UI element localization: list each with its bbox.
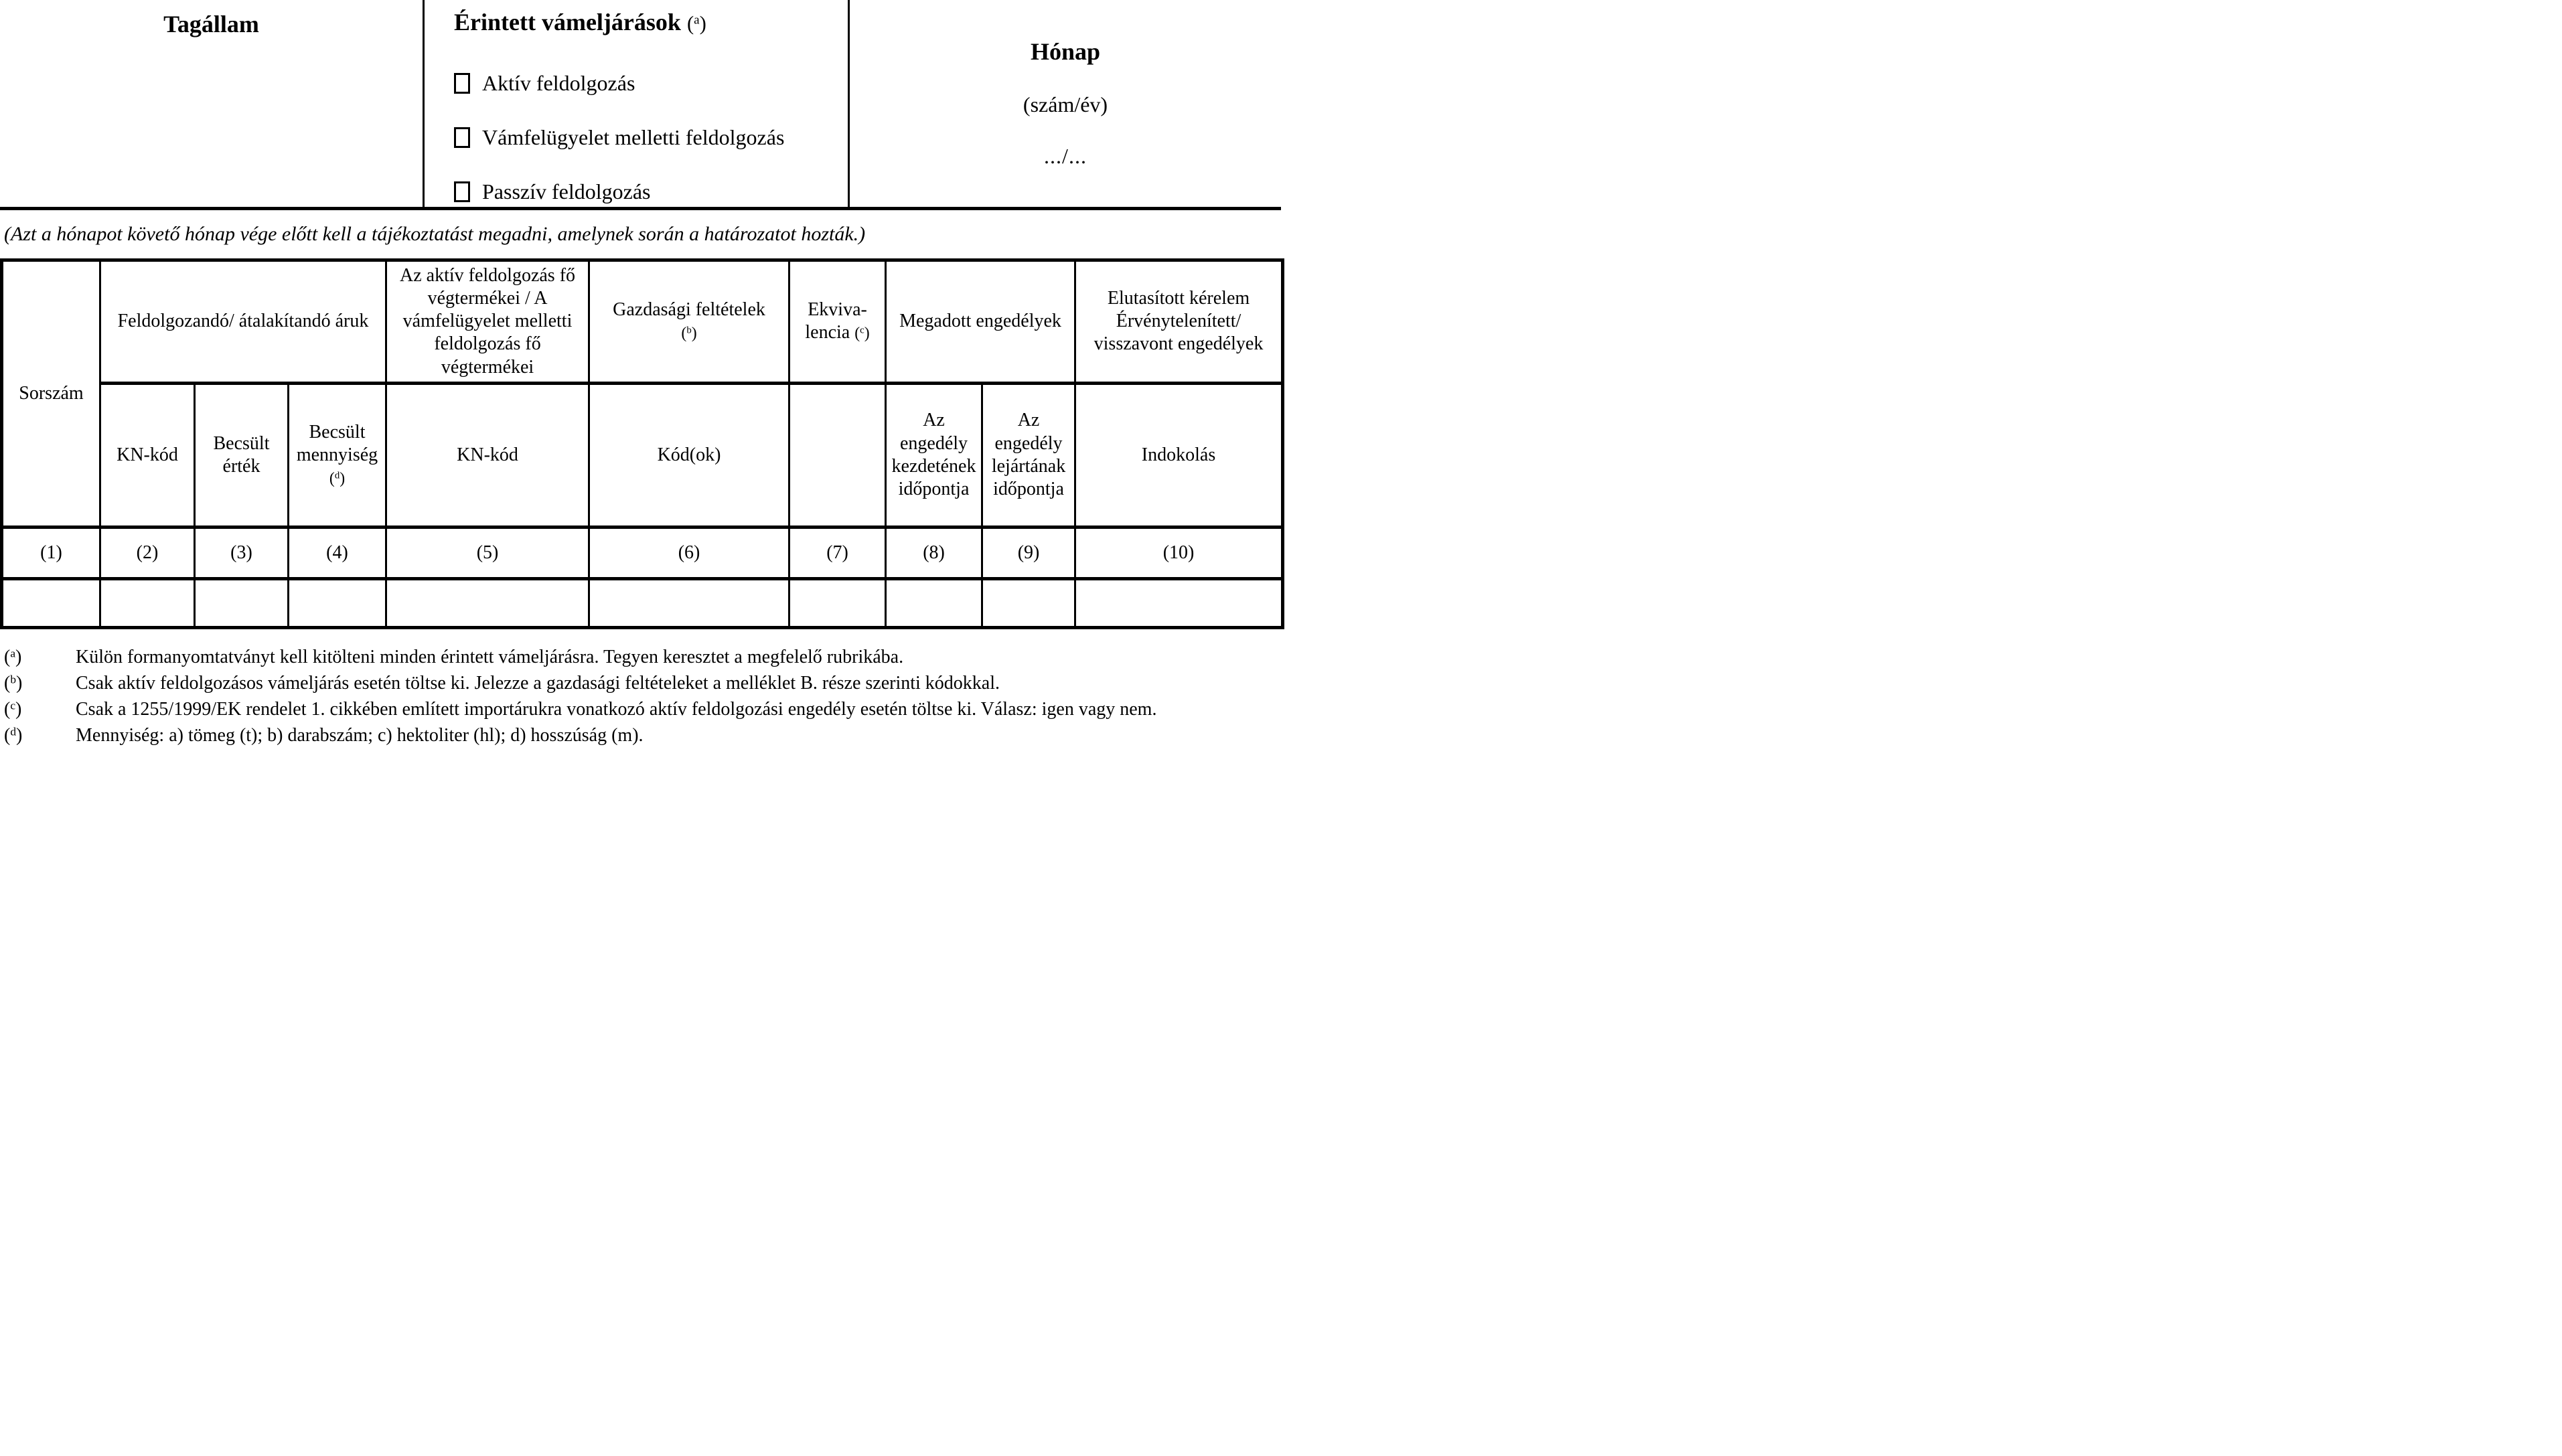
entry-cell-7[interactable] <box>789 578 886 627</box>
member-state-cell <box>0 0 425 207</box>
checkbox-passive-processing[interactable] <box>454 181 470 202</box>
entry-cell-1[interactable] <box>2 578 100 627</box>
entry-cell-3[interactable] <box>195 578 289 627</box>
checkbox-label: Passzív feldolgozás <box>482 179 651 204</box>
entry-cell-8[interactable] <box>886 578 982 627</box>
entry-cell-5[interactable] <box>386 578 589 627</box>
subheader-equivalence-empty <box>789 383 886 527</box>
empty-entry-row <box>2 578 1283 627</box>
subheader-estimated-value: Becsült érték <box>195 383 289 527</box>
col-header-authorisations-granted: Megadott engedélyek <box>886 260 1075 384</box>
footnote-marker-b: ($^b$) <box>4 672 23 694</box>
checkbox-processing-under-customs-control[interactable] <box>454 127 470 148</box>
footnote-c: ($^c$) Csak a 1255/1999/EK rendelet 1. cikkében említett importárukra vonatkozó aktív feldolgozási engedély esetén töltse ki. Válasz: igen vagy nem. <box>4 698 1157 720</box>
column-number-3: (3) <box>195 527 289 578</box>
subheader-estimated-quantity: Becsült mennyiség ($^d$) <box>289 383 386 527</box>
subheader-cn-code-products: KN-kód <box>386 383 589 527</box>
header-row-2 <box>2 383 1283 527</box>
checkbox-label: Aktív feldolgozás <box>482 71 635 95</box>
procedures-title: Érintett vámeljárások ($^a$) <box>454 9 706 35</box>
customs-form-page <box>0 0 1281 751</box>
customs-procedures-cell <box>425 0 850 207</box>
column-number-1: (1) <box>2 527 100 578</box>
month-title: Hónap <box>1030 37 1101 65</box>
column-number-2: (2) <box>100 527 195 578</box>
top-section <box>0 0 1281 210</box>
subheader-reasons: Indokolás <box>1075 383 1283 527</box>
footnote-d: ($^d$) Mennyiség: a) tömeg (t); b) darabszám; c) hektoliter (hl); d) hosszúság (m). <box>4 724 644 746</box>
col-header-economic-conditions: Gazdasági feltételek ($^b$) <box>589 260 789 384</box>
entry-cell-2[interactable] <box>100 578 195 627</box>
subheader-codes: Kód(ok) <box>589 383 789 527</box>
footnote-ref-b: ($^b$) <box>681 325 697 343</box>
month-subtitle: (szám/év) <box>1023 92 1108 117</box>
subheader-authorisation-start-date: Az engedély kezdetének időpontja <box>886 383 982 527</box>
checkbox-active-processing[interactable] <box>454 73 470 94</box>
footnotes <box>0 647 1281 751</box>
month-cell <box>850 0 1281 207</box>
subheader-authorisation-expiry-date: Az engedély lejártának időpontja <box>982 383 1075 527</box>
footnote-b: ($^b$) Csak aktív feldolgozásos vámeljárás esetén töltse ki. Jelezze a gazdasági feltételeket a melléklet B. része szerinti kódokkal. <box>4 672 1000 694</box>
entry-cell-10[interactable] <box>1075 578 1283 627</box>
column-number-6: (6) <box>589 527 789 578</box>
column-number-9: (9) <box>982 527 1075 578</box>
col-header-serial-number: Sorszám <box>2 260 100 528</box>
column-numbers-row <box>2 527 1283 578</box>
entry-cell-6[interactable] <box>589 578 789 627</box>
procedure-option-processing-under-customs-control <box>454 125 841 150</box>
col-header-main-compensating-products: Az aktív feldolgozás fő végtermékei / A vámfelügyelet melletti feldolgozás fő végtermékei <box>386 260 589 384</box>
entry-cell-9[interactable] <box>982 578 1075 627</box>
column-number-10: (10) <box>1075 527 1283 578</box>
column-number-4: (4) <box>289 527 386 578</box>
footnote-ref-a: ($^a$) <box>686 12 706 35</box>
col-header-goods-to-be-processed: Feldolgozandó/ átalakítandó áruk <box>100 260 386 384</box>
footnote-ref-d: ($^d$) <box>329 469 346 487</box>
procedure-option-active-processing <box>454 71 841 96</box>
column-number-5: (5) <box>386 527 589 578</box>
column-number-8: (8) <box>886 527 982 578</box>
header-row-1 <box>2 260 1283 384</box>
deadline-note: (Azt a hónapot követő hónap vége előtt kell a tájékoztatást megadni, amelynek során a határozatot hozták.) <box>4 223 866 245</box>
month-value-placeholder: .../... <box>1044 144 1087 169</box>
col-header-rejected-annulled-revoked: Elutasított kérelem Érvénytelenített/ visszavont engedélyek <box>1075 260 1283 384</box>
footnote-marker-a: ($^a$) <box>4 646 22 667</box>
procedure-option-passive-processing <box>454 179 841 204</box>
footnote-marker-c: ($^c$) <box>4 698 22 720</box>
footnote-a: ($^a$) Külön formanyomtatványt kell kitölteni minden érintett vámeljárásra. Tegyen keresztet a megfelelő rubrikába. <box>4 646 904 667</box>
subheader-cn-code-goods: KN-kód <box>100 383 195 527</box>
member-state-label: Tagállam <box>163 11 259 37</box>
col-header-equivalence: Ekviva- lencia ($^c$) <box>789 260 886 384</box>
footnote-ref-c: ($^c$) <box>854 325 870 343</box>
checkbox-label: Vámfelügyelet melletti feldolgozás <box>482 125 785 149</box>
authorisations-table <box>0 258 1284 629</box>
footnote-marker-d: ($^d$) <box>4 724 23 746</box>
entry-cell-4[interactable] <box>289 578 386 627</box>
column-number-7: (7) <box>789 527 886 578</box>
